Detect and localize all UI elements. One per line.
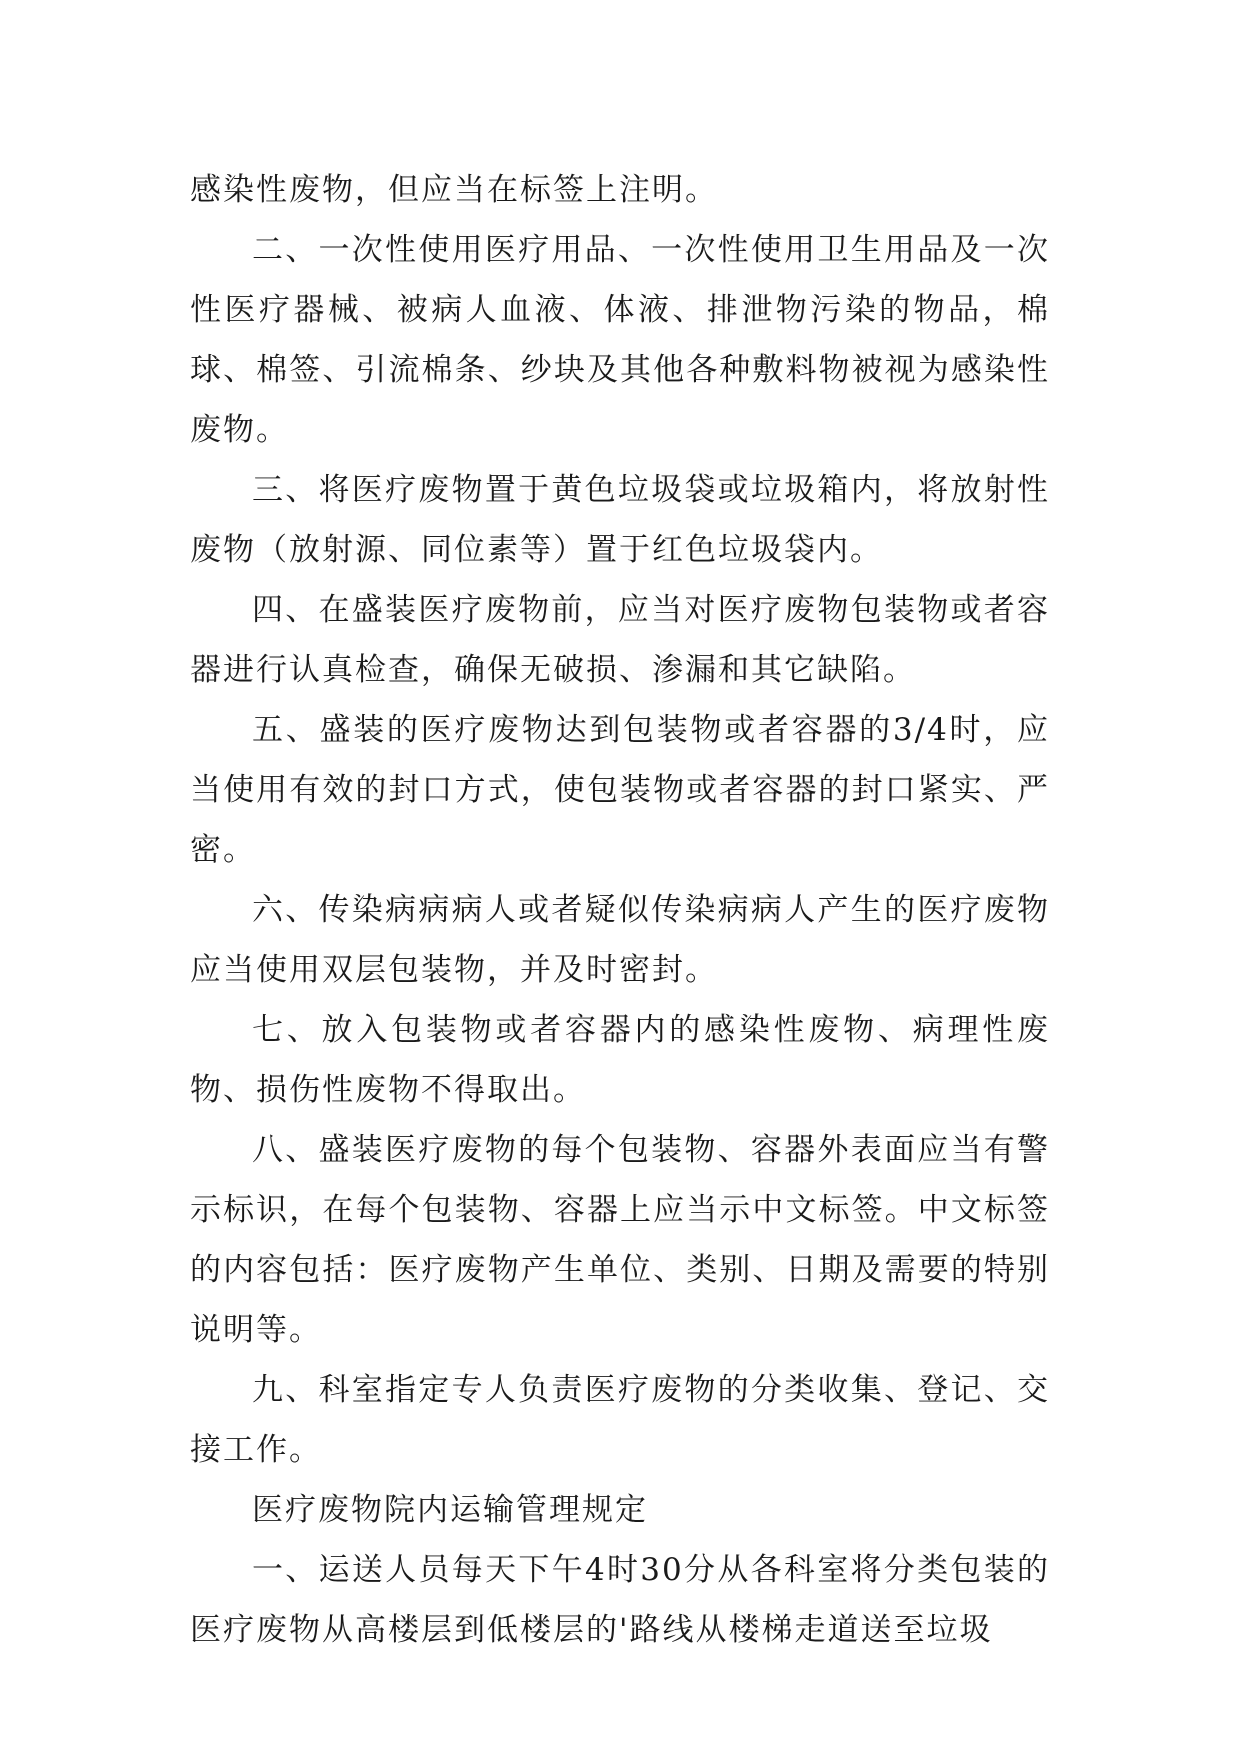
paragraph-item-9: 九、科室指定专人负责医疗废物的分类收集、登记、交接工作。 bbox=[190, 1372, 1050, 1468]
paragraph-item-7: 七、放入包装物或者容器内的感染性废物、病理性废物、损伤性废物不得取出。 bbox=[190, 1012, 1050, 1108]
document-body bbox=[190, 160, 1050, 1660]
section-heading: 医疗废物院内运输管理规定 bbox=[252, 1492, 648, 1528]
paragraph-item-2: 二、一次性使用医疗用品、一次性使用卫生用品及一次性医疗器械、被病人血液、体液、排泄物污染的物品，棉球、棉签、引流棉条、纱块及其他各种敷料物被视为感染性废物。 bbox=[190, 232, 1050, 448]
paragraph-continuation: 感染性废物，但应当在标签上注明。 bbox=[190, 172, 718, 208]
paragraph-item-5: 五、盛装的医疗废物达到包装物或者容器的3/4时，应当使用有效的封口方式，使包装物或者容器的封口紧实、严密。 bbox=[190, 712, 1050, 868]
paragraph-item-6: 六、传染病病病人或者疑似传染病病人产生的医疗废物应当使用双层包装物，并及时密封。 bbox=[190, 892, 1050, 988]
paragraph-transport-1: 一、运送人员每天下午4时30分从各科室将分类包装的医疗废物从高楼层到低楼层的'路线从楼梯走道送至垃圾 bbox=[190, 1552, 1050, 1648]
paragraph-item-3: 三、将医疗废物置于黄色垃圾袋或垃圾箱内，将放射性废物（放射源、同位素等）置于红色垃圾袋内。 bbox=[190, 472, 1050, 568]
paragraph-item-8: 八、盛装医疗废物的每个包装物、容器外表面应当有警示标识，在每个包装物、容器上应当示中文标签。中文标签的内容包括：医疗废物产生单位、类别、日期及需要的特别说明等。 bbox=[190, 1132, 1050, 1348]
paragraph-item-4: 四、在盛装医疗废物前，应当对医疗废物包装物或者容器进行认真检查，确保无破损、渗漏和其它缺陷。 bbox=[190, 592, 1050, 688]
